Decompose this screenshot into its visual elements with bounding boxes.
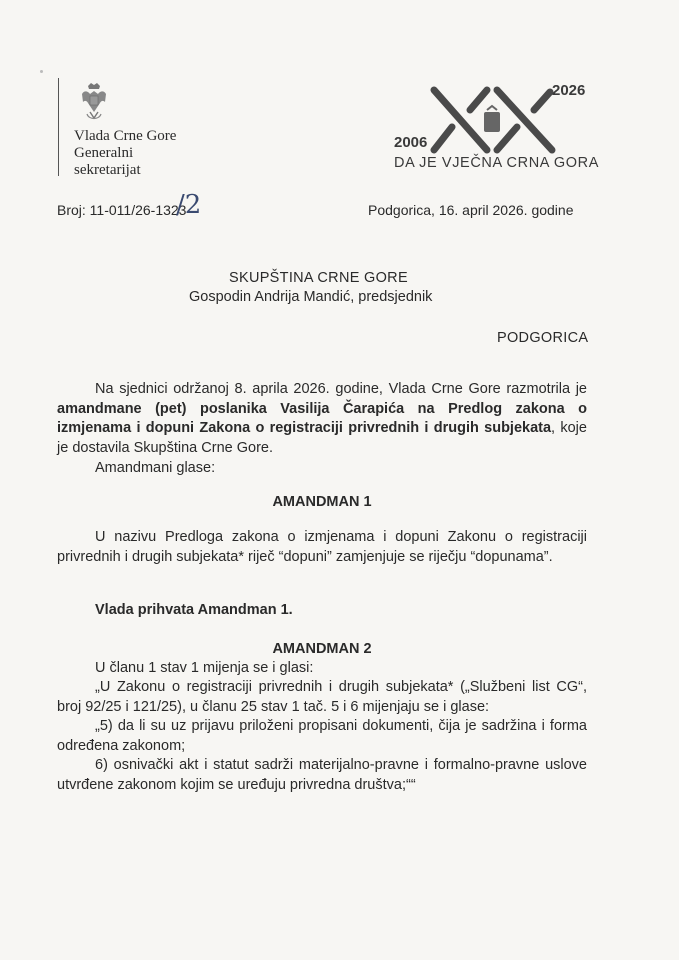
anniversary-year-end: 2026 [552, 82, 586, 99]
recipient-city: PODGORICA [497, 330, 589, 346]
anniversary-motto: DA JE VJEČNA CRNA GORA [394, 155, 599, 171]
gov-dept-line: Generalni [74, 145, 134, 161]
amendment-1-title: AMANDMAN 1 [272, 494, 372, 510]
amendment-2-line: 6) osnivački akt i statut sadrži materijalno-pravne i formalno-pravne uslove utvrđene zakonom kojim se uređuju privredna društva;““ [57, 757, 587, 793]
recipient-name: Gospodin Andrija Mandić, predsjednik [189, 289, 433, 305]
amendment-1-decision: Vlada prihvata Amandman 1. [95, 602, 293, 618]
recipient-organization: SKUPŠTINA CRNE GORE [229, 270, 408, 286]
scan-speck [40, 70, 43, 73]
government-header [58, 78, 238, 178]
intro-paragraph [57, 380, 587, 458]
intro-text: Na sjednici održanoj 8. aprila 2026. godine, Vlada Crne Gore razmotrila je [95, 381, 587, 397]
gov-dept-line: sekretarijat [74, 162, 141, 178]
amendment-2-line: „U Zakonu o registraciji privrednih i drugih subjekata* („Službeni list CG“, broj 92/25 i 121/25), u članu 25 stav 1 tač. 5 i 6 mijenjaju se i glase: [57, 679, 587, 715]
amendment-2-line: U članu 1 stav 1 mijenja se i glasi: [95, 660, 314, 676]
gov-name-line: Vlada Crne Gore [74, 128, 177, 144]
handwritten-suffix: /2 [176, 190, 202, 220]
header-divider [58, 78, 59, 176]
coat-of-arms-icon [78, 82, 110, 126]
anniversary-year-start: 2006 [394, 134, 428, 151]
amendments-intro: Amandmani glase: [95, 460, 216, 476]
reference-number: Broj: 11-011/26-1323 [57, 202, 187, 218]
intro-text-end: , koje je dostavila Skupština Crne Gore. [57, 420, 587, 456]
amendment-2-title: AMANDMAN 2 [272, 641, 372, 657]
amendment-1-text: U nazivu Predloga zakona o izmjenama i dopuni Zakonu o registraciji privrednih i drugih subjekata* riječ “dopuni” zamjenjuje se riječju “dopunama”. [57, 529, 587, 565]
document-date: Podgorica, 16. april 2026. godine [368, 202, 574, 218]
amendment-2-line: „5) da li su uz prijavu priloženi propisani dokumenti, čija je sadržina i forma određena zakonom; [57, 718, 587, 754]
intro-subject: amandmane (pet) poslanika Vasilija Čarapića na Predlog zakona o izmjenama i dopuni Zakona o registraciji privrednih i drugih subjekata [57, 400, 587, 436]
anniversary-logo [392, 82, 599, 182]
